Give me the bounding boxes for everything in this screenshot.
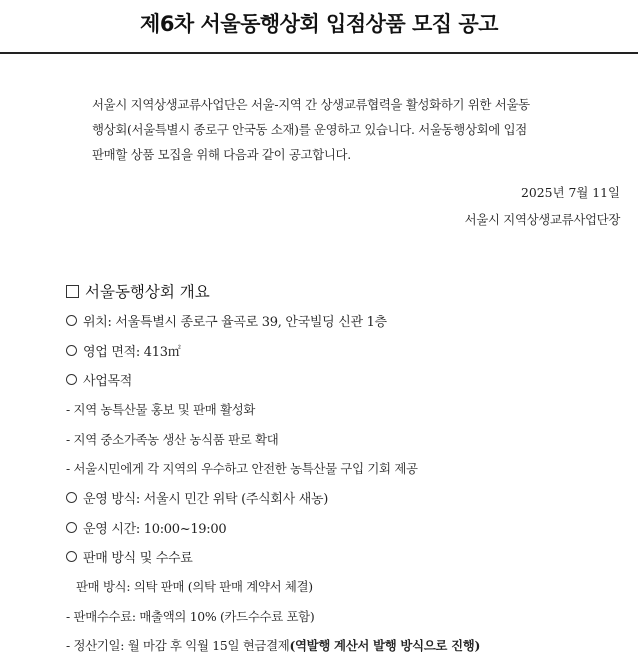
- area-text: 영업 면적: 413㎡: [83, 341, 180, 360]
- purpose-item: [66, 365, 626, 395]
- location-text: 위치: 서울특별시 종로구 율곡로 39, 안국빌딩 신관 1층: [83, 311, 387, 330]
- purpose-line: - 지역 농특산물 홍보 및 판매 활성화: [66, 395, 626, 425]
- circle-bullet-icon: [66, 551, 77, 562]
- issuing-organization: 서울시 지역상생교류사업단장: [465, 210, 620, 228]
- section-heading: [66, 276, 626, 306]
- purpose-line: - 지역 중소가족농 생산 농식품 판로 확대: [66, 424, 626, 454]
- sales-item: [66, 542, 626, 572]
- announcement-date: 2025년 7월 11일: [521, 183, 620, 201]
- fee-line: - 판매수수료: 매출액의 10% (카드수수료 포함): [66, 601, 626, 631]
- intro-paragraph: [92, 92, 622, 167]
- circle-bullet-icon: [66, 522, 77, 533]
- location-item: [66, 306, 626, 336]
- sales-label: 판매 방식 및 수수료: [83, 547, 193, 566]
- operation-item: [66, 483, 626, 513]
- hours-text: 운영 시간: 10:00~19:00: [83, 518, 226, 537]
- settlement-text: - 정산기일: 월 마감 후 익월 15일 현금결제: [66, 636, 289, 654]
- square-bullet-icon: [66, 285, 79, 298]
- settlement-line: [66, 631, 626, 660]
- page-title: 제6차 서울동행상회 입점상품 모집 공고: [140, 8, 498, 38]
- section-heading-text: 서울동행상회 개요: [85, 280, 210, 302]
- circle-bullet-icon: [66, 315, 77, 326]
- title-band: [0, 0, 638, 54]
- circle-bullet-icon: [66, 374, 77, 385]
- purpose-label: 사업목적: [83, 370, 132, 389]
- hours-item: [66, 513, 626, 543]
- circle-bullet-icon: [66, 492, 77, 503]
- operation-text: 운영 방식: 서울시 민간 위탁 (주식회사 새농): [83, 488, 328, 507]
- circle-bullet-icon: [66, 345, 77, 356]
- sales-method-line: 판매 방식: 의탁 판매 (의탁 판매 계약서 체결): [66, 572, 626, 602]
- area-item: [66, 336, 626, 366]
- settlement-note: (역발행 계산서 발행 방식으로 진행): [289, 636, 480, 654]
- intro-line: 서울시 지역상생교류사업단은 서울-지역 간 상생교류협력을 활성화하기 위한 서울동: [92, 92, 622, 117]
- overview-section: [66, 276, 626, 660]
- intro-line: 판매할 상품 모집을 위해 다음과 같이 공고합니다.: [92, 142, 622, 167]
- intro-line: 행상회(서울특별시 종로구 안국동 소재)를 운영하고 있습니다. 서울동행상회에 입점: [92, 117, 622, 142]
- purpose-line: - 서울시민에게 각 지역의 우수하고 안전한 농특산물 구입 기회 제공: [66, 454, 626, 484]
